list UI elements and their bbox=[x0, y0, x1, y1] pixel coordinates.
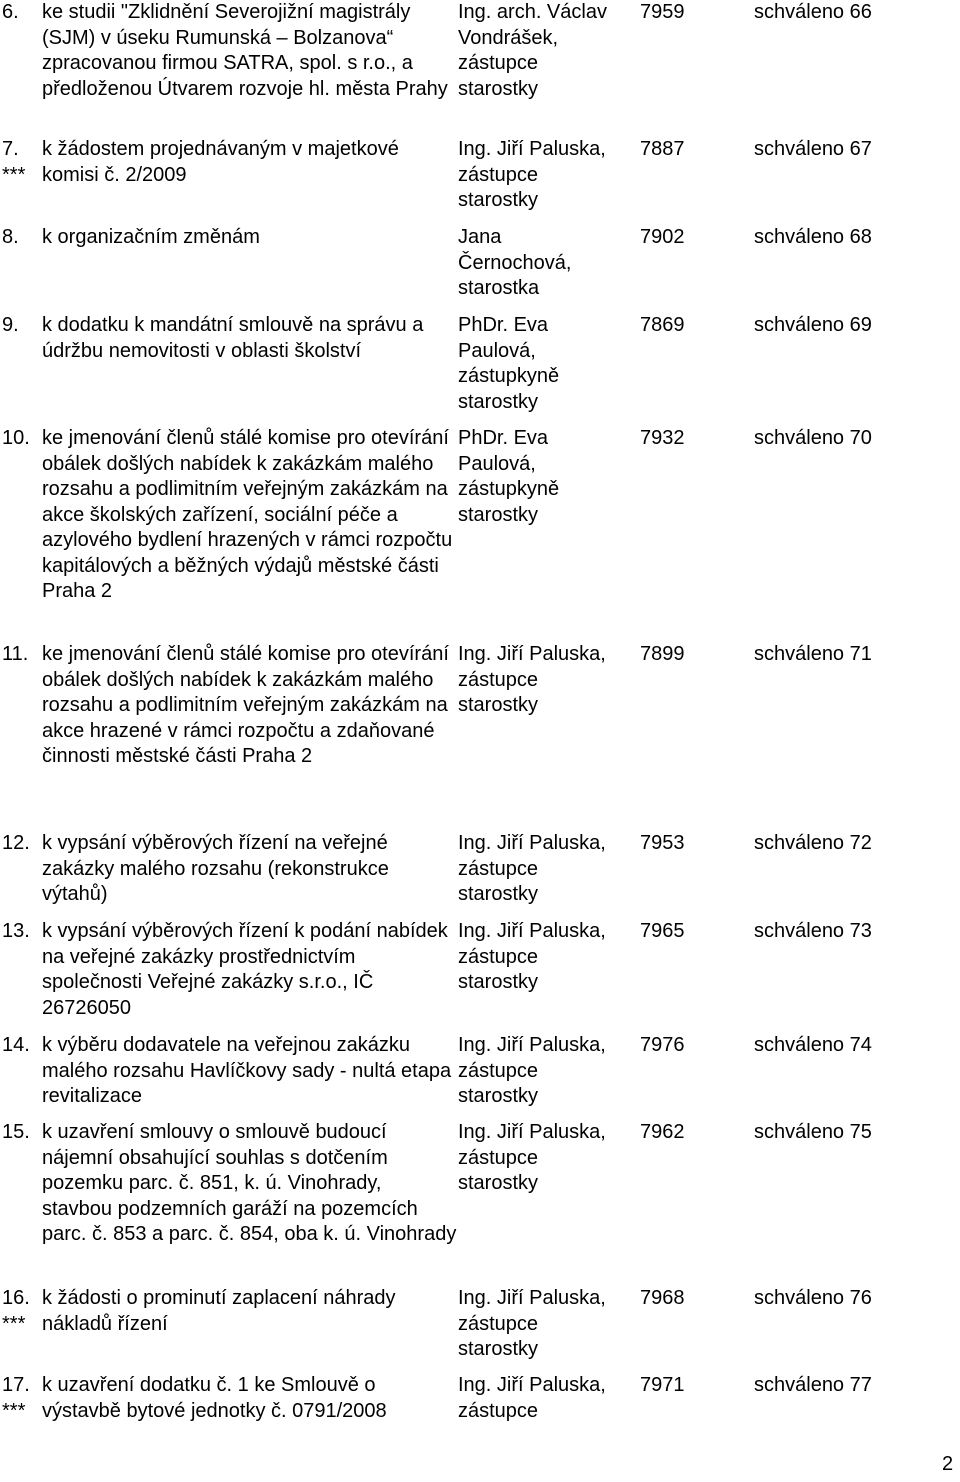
item-number-text: 7. bbox=[2, 138, 19, 160]
item-number bbox=[2, 831, 30, 857]
submitter-line: zástupce bbox=[458, 1399, 539, 1422]
item-status: schváleno 74 bbox=[754, 1034, 872, 1056]
item-stars-marker: *** bbox=[2, 163, 26, 186]
item-document-number: 7968 bbox=[640, 1287, 685, 1309]
item-number-text: 9. bbox=[2, 314, 19, 336]
item-submitter bbox=[458, 642, 638, 719]
submitter-line: starostky bbox=[458, 694, 539, 716]
item-number bbox=[2, 1033, 30, 1059]
item-number-text: 16. bbox=[2, 1287, 30, 1309]
item-number bbox=[2, 1286, 30, 1337]
item-number bbox=[2, 137, 25, 188]
item-submitter bbox=[458, 831, 638, 908]
item-subject: k žádostem projednávaným v majetkové komisi č. 2/2009 bbox=[42, 138, 399, 186]
item-document-number: 7887 bbox=[640, 138, 685, 160]
item-submitter bbox=[458, 1373, 638, 1424]
item-status: schváleno 76 bbox=[754, 1287, 872, 1309]
submitter-line: Ing. Jiří Paluska, bbox=[458, 138, 606, 160]
item-status: schváleno 66 bbox=[754, 1, 872, 23]
submitter-line: Ing. Jiří Paluska, bbox=[458, 1374, 606, 1396]
item-document-number: 7976 bbox=[640, 1034, 685, 1056]
item-submitter bbox=[458, 313, 638, 415]
item-submitter bbox=[458, 0, 638, 102]
item-subject: ke jmenování členů stálé komise pro otevírání obálek došlých nabídek k zakázkám malého rozsahu a podlimitním veřejným zakázkám na akce školských zařízení, sociální péče a azylového bydlení hrazených v rámci rozpočtu kapitálových a běžných výdajů městské části Praha 2 bbox=[42, 427, 453, 602]
item-number bbox=[2, 426, 30, 452]
submitter-line: starostky bbox=[458, 1172, 539, 1194]
item-status: schváleno 69 bbox=[754, 314, 872, 336]
item-submitter bbox=[458, 225, 638, 302]
submitter-line: Ing. Jiří Paluska, bbox=[458, 643, 606, 665]
item-number-text: 15. bbox=[2, 1121, 30, 1143]
submitter-line: zástupce bbox=[458, 945, 539, 968]
page-number: 2 bbox=[942, 1453, 954, 1475]
submitter-line: starostky bbox=[458, 883, 539, 905]
item-document-number: 7962 bbox=[640, 1121, 685, 1143]
item-number-text: 14. bbox=[2, 1034, 30, 1056]
item-subject: k výběru dodavatele na veřejnou zakázku malého rozsahu Havlíčkovy sady - nultá etapa revitalizace bbox=[42, 1034, 452, 1107]
item-subject: ke jmenování členů stálé komise pro otevírání obálek došlých nabídek k zakázkám malého rozsahu a podlimitním veřejným zakázkám na akce hrazené v rámci rozpočtu a zdaňované činnosti městské části Praha 2 bbox=[42, 643, 449, 767]
item-status: schváleno 70 bbox=[754, 427, 872, 449]
submitter-line: Jana bbox=[458, 226, 502, 248]
submitter-line: Ing. Jiří Paluska, bbox=[458, 1034, 606, 1056]
item-subject: k organizačním změnám bbox=[42, 226, 260, 248]
item-number bbox=[2, 642, 28, 668]
item-status: schváleno 71 bbox=[754, 643, 872, 665]
submitter-line: Ing. Jiří Paluska, bbox=[458, 920, 606, 942]
item-subject: k vypsání výběrových řízení na veřejné zakázky malého rozsahu (rekonstrukce výtahů) bbox=[42, 832, 389, 905]
submitter-line: Černochová, bbox=[458, 251, 572, 274]
submitter-line: zástupce bbox=[458, 1059, 539, 1082]
submitter-line: Paulová, bbox=[458, 452, 536, 475]
submitter-line: starostky bbox=[458, 390, 539, 413]
item-number-text: 6. bbox=[2, 1, 19, 23]
submitter-line: PhDr. Eva bbox=[458, 427, 549, 449]
item-number-text: 11. bbox=[2, 643, 29, 665]
item-document-number: 7899 bbox=[640, 643, 685, 665]
submitter-line: starostky bbox=[458, 503, 539, 526]
item-subject: k vypsání výběrových řízení k podání nabídek na veřejné zakázky prostřednictvím společnosti Veřejné zakázky s.r.o., IČ 26726050 bbox=[42, 920, 448, 1019]
item-status: schváleno 75 bbox=[754, 1121, 872, 1143]
item-subject: k dodatku k mandátní smlouvě na správu a údržbu nemovitosti v oblasti školství bbox=[42, 314, 424, 362]
submitter-line: zástupce bbox=[458, 52, 539, 74]
item-submitter bbox=[458, 137, 638, 214]
item-document-number: 7971 bbox=[640, 1374, 685, 1396]
item-stars-marker: *** bbox=[2, 1399, 26, 1422]
item-number-text: 10. bbox=[2, 427, 30, 449]
item-submitter bbox=[458, 1286, 638, 1363]
item-subject: k uzavření dodatku č. 1 ke Smlouvě o výstavbě bytové jednotky č. 0791/2008 bbox=[42, 1374, 387, 1422]
item-submitter bbox=[458, 1033, 638, 1110]
submitter-line: Ing. arch. Václav bbox=[458, 1, 607, 23]
submitter-line: zástupkyně bbox=[458, 478, 560, 500]
submitter-line: zástupce bbox=[458, 163, 539, 186]
item-number-text: 12. bbox=[2, 832, 30, 854]
item-subject: k žádosti o prominutí zaplacení náhrady nákladů řízení bbox=[42, 1287, 396, 1335]
submitter-line: starostky bbox=[458, 1338, 539, 1360]
submitter-line: starostky bbox=[458, 971, 539, 993]
submitter-line: starostky bbox=[458, 77, 539, 100]
submitter-line: Ing. Jiří Paluska, bbox=[458, 1287, 606, 1309]
submitter-line: zástupce bbox=[458, 1312, 539, 1335]
submitter-line: zástupkyně bbox=[458, 365, 560, 387]
item-number bbox=[2, 225, 19, 251]
item-number bbox=[2, 1120, 30, 1146]
item-submitter bbox=[458, 1120, 638, 1197]
submitter-line: Ing. Jiří Paluska, bbox=[458, 1121, 606, 1143]
submitter-line: Vondrášek, bbox=[458, 26, 559, 49]
submitter-line: zástupce bbox=[458, 1146, 539, 1169]
item-document-number: 7965 bbox=[640, 920, 685, 942]
item-number-text: 17. bbox=[2, 1374, 30, 1396]
item-status: schváleno 68 bbox=[754, 226, 872, 248]
item-number bbox=[2, 1373, 30, 1424]
item-status: schváleno 77 bbox=[754, 1374, 872, 1396]
item-stars-marker: *** bbox=[2, 1312, 26, 1335]
submitter-line: zástupce bbox=[458, 857, 539, 880]
item-number-text: 8. bbox=[2, 226, 19, 248]
item-submitter bbox=[458, 919, 638, 996]
item-number bbox=[2, 919, 30, 945]
item-number bbox=[2, 0, 19, 26]
item-submitter bbox=[458, 426, 638, 528]
item-status: schváleno 73 bbox=[754, 920, 872, 942]
item-subject: k uzavření smlouvy o smlouvě budoucí nájemní obsahující souhlas s dotčením pozemku parc. č. 851, k. ú. Vinohrady, stavbou podzemních garáží na pozemcích parc. č. 853 a parc. č. 854, oba k. ú. Vinohrady bbox=[42, 1121, 457, 1245]
item-number bbox=[2, 313, 19, 339]
item-document-number: 7902 bbox=[640, 226, 685, 248]
submitter-line: starostka bbox=[458, 277, 540, 299]
submitter-line: zástupce bbox=[458, 668, 539, 691]
submitter-line: PhDr. Eva bbox=[458, 314, 549, 336]
item-document-number: 7959 bbox=[640, 1, 685, 23]
item-subject: ke studii "Zklidnění Severojižní magistrály (SJM) v úseku Rumunská – Bolzanova“ zpracovanou firmou SATRA, spol. s r.o., a předloženou Útvarem rozvoje hl. města Prahy bbox=[42, 1, 448, 100]
item-document-number: 7953 bbox=[640, 832, 685, 854]
submitter-line: Paulová, bbox=[458, 339, 536, 362]
submitter-line: starostky bbox=[458, 1085, 539, 1107]
item-document-number: 7869 bbox=[640, 314, 685, 336]
item-status: schváleno 72 bbox=[754, 832, 872, 854]
submitter-line: starostky bbox=[458, 189, 539, 211]
item-status: schváleno 67 bbox=[754, 138, 872, 160]
submitter-line: Ing. Jiří Paluska, bbox=[458, 832, 606, 854]
item-document-number: 7932 bbox=[640, 427, 685, 449]
item-number-text: 13. bbox=[2, 920, 30, 942]
